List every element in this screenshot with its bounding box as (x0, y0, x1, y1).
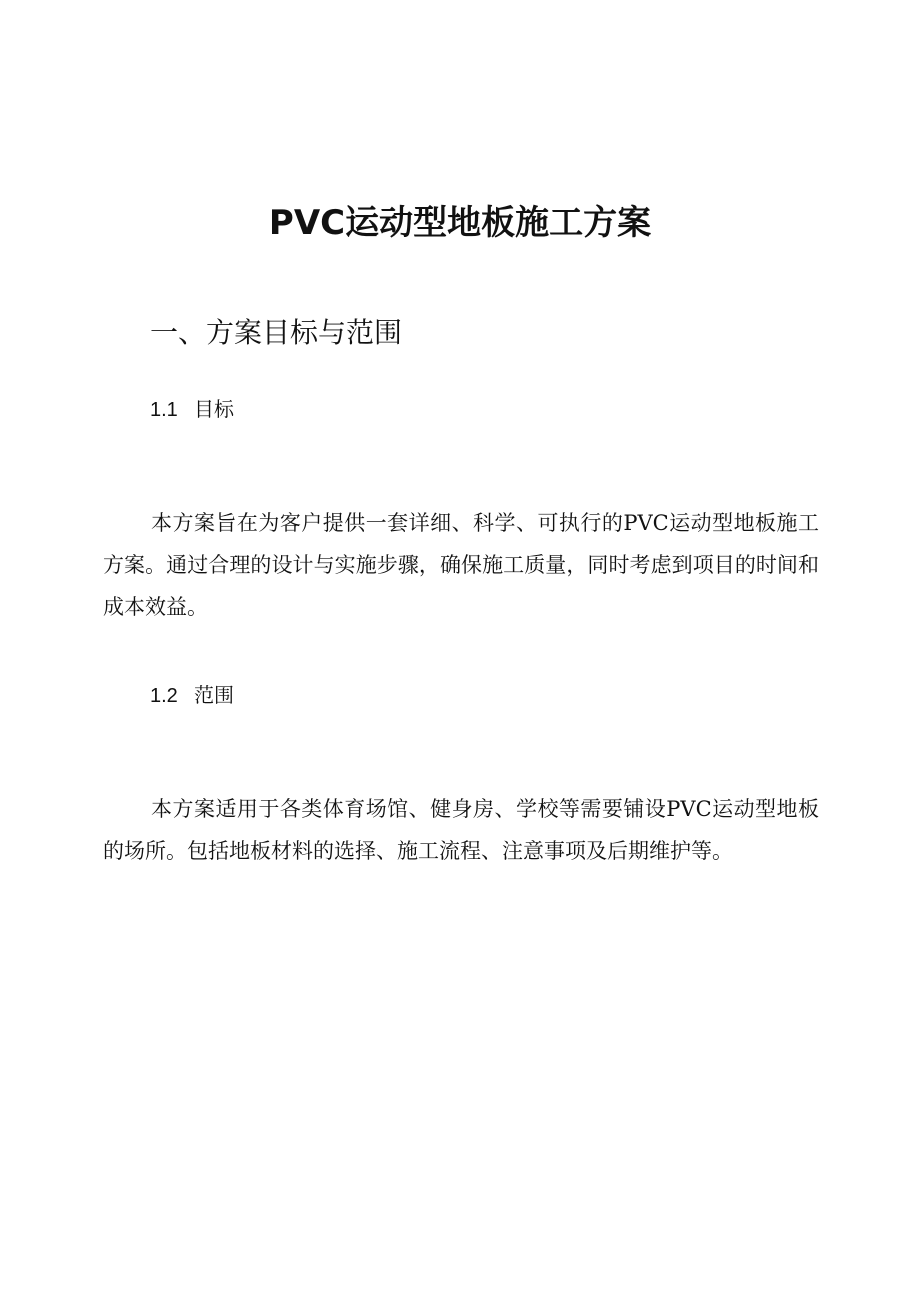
subsection-heading-scope (150, 680, 234, 711)
section-heading: 一、方案目标与范围 (150, 316, 403, 350)
document-title: PVC运动型地板施工方案 (268, 202, 652, 243)
subsection-title: 目标 (194, 397, 234, 421)
subsection-number: 1.1 (150, 399, 178, 421)
goal-paragraph: 本方案旨在为客户提供一套详细、科学、可执行的PVC运动型地板施工方案。通过合理的设计与实施步骤，确保施工质量，同时考虑到项目的时间和成本效益。 (103, 511, 819, 619)
scope-paragraph: 本方案适用于各类体育场馆、健身房、学校等需要铺设PVC运动型地板的场所。包括地板材料的选择、施工流程、注意事项及后期维护等。 (103, 797, 819, 863)
subsection-number: 1.2 (150, 685, 178, 707)
subsection-title: 范围 (194, 683, 234, 707)
subsection-heading-goal (150, 394, 234, 425)
